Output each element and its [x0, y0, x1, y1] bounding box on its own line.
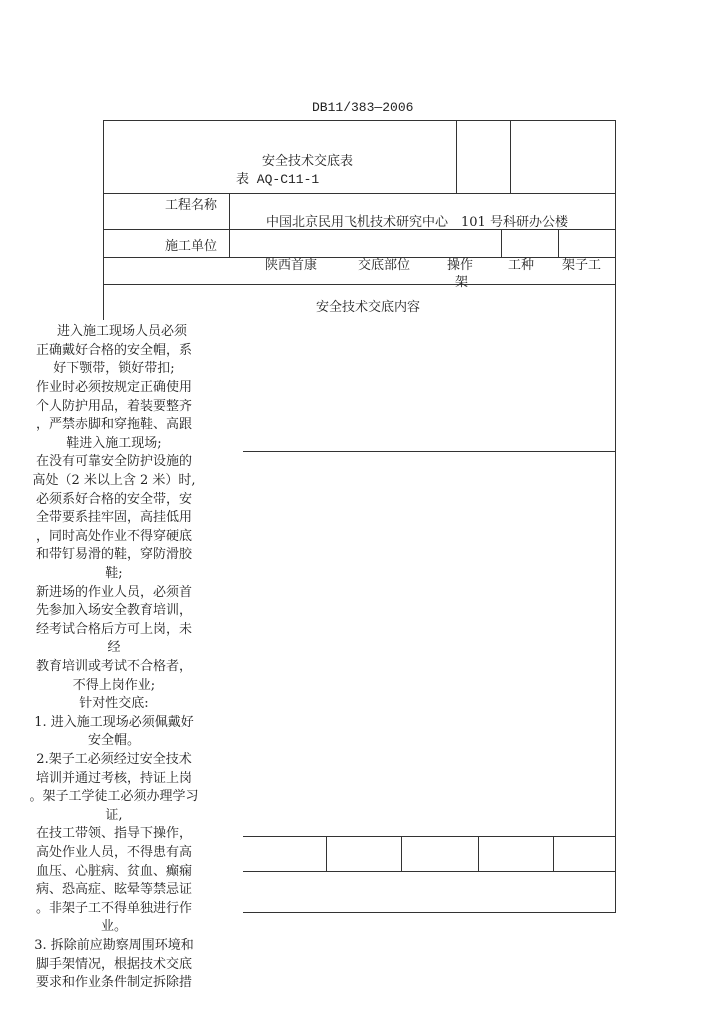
- content-line: 高处作业人员，不得患有高: [35, 845, 192, 860]
- content-line: 1. 进入施工现场必须佩戴好: [34, 715, 194, 730]
- construction-unit-value: 陕西首康: [265, 258, 318, 273]
- form-title: 安全技术交底表: [262, 154, 354, 169]
- content-line: 新进场的作业人员，必须首: [35, 585, 192, 600]
- standard-code: DB11/383—2006: [312, 100, 414, 115]
- content-line: ，严禁赤脚和穿拖鞋、高跟: [35, 417, 192, 432]
- content-line: 鞋进入施工现场;: [66, 436, 162, 451]
- content-line: 。架子工学徒工必须办理学习: [29, 789, 199, 804]
- content-line: 经考试合格后方可上岗，未: [35, 622, 192, 637]
- content-line: 要求和作业条件制定拆除措: [35, 975, 192, 990]
- content-line: 必须系好合格的安全带，安: [35, 492, 192, 507]
- content-heading: 安全技术交底内容: [316, 300, 421, 315]
- content-line: 作业时必须按规定正确使用: [35, 380, 192, 395]
- content-line: 和带钉易滑的鞋，穿防滑胶: [35, 547, 192, 562]
- disclosure-part-value: 操作: [447, 258, 474, 273]
- content-line: 脚手架情况，根据技术交底: [35, 957, 192, 972]
- content-line: 业。: [100, 919, 127, 934]
- project-name-value: 中国北京民用飞机技术研究中心 101 号科研办公楼: [266, 215, 568, 230]
- content-line: 在技工带领、指导下操作，: [35, 826, 192, 841]
- content-line: 高处（2 米以上含 2 米）时,: [32, 473, 196, 488]
- trade-value: 架子工: [562, 258, 602, 273]
- content-line: 针对性交底:: [79, 696, 149, 711]
- content-line: 不得上岗作业;: [72, 678, 156, 693]
- content-line: 血压、心脏病、贫血、癫痫: [35, 864, 192, 879]
- project-name-label: 工程名称: [165, 198, 218, 213]
- form-code: 表 AQ-C11-1: [236, 172, 320, 187]
- content-line: 培训并通过考核，持证上岗: [35, 771, 192, 786]
- content-line: 病、恐高症、眩晕等禁忌证: [35, 882, 192, 897]
- content-line: 教育培训或考试不合格者，: [35, 659, 192, 674]
- content-line: 先参加入场安全教育培训，: [35, 603, 192, 618]
- content-line: 安全帽。: [87, 733, 140, 748]
- content-line: 全带要系挂牢固，高挂低用: [35, 510, 192, 525]
- content-line: 3. 拆除前应勘察周围环境和: [34, 938, 194, 953]
- content-line: 个人防护用品，着装要整齐: [35, 399, 192, 414]
- trade-label: 工种: [508, 258, 535, 273]
- disclosure-part-label: 交底部位: [358, 258, 411, 273]
- content-line: 经: [107, 640, 121, 655]
- content-line: 2.架子工必须经过安全技术: [36, 752, 192, 767]
- content-line: 在没有可靠安全防护设施的: [35, 454, 192, 469]
- construction-unit-label: 施工单位: [165, 239, 218, 254]
- content-line: ，同时高处作业不得穿硬底: [35, 529, 192, 544]
- content-line: 正确戴好合格的安全帽，系: [35, 343, 192, 358]
- disclosure-part-value-cont: 架: [455, 275, 469, 290]
- content-line: 进入施工现场人员必须: [56, 324, 187, 339]
- content-line: 。非架子工不得单独进行作: [35, 901, 192, 916]
- content-line: 好下颚带，锁好带扣;: [53, 361, 175, 376]
- content-line: 证,: [105, 808, 123, 823]
- content-line: 鞋;: [105, 566, 123, 581]
